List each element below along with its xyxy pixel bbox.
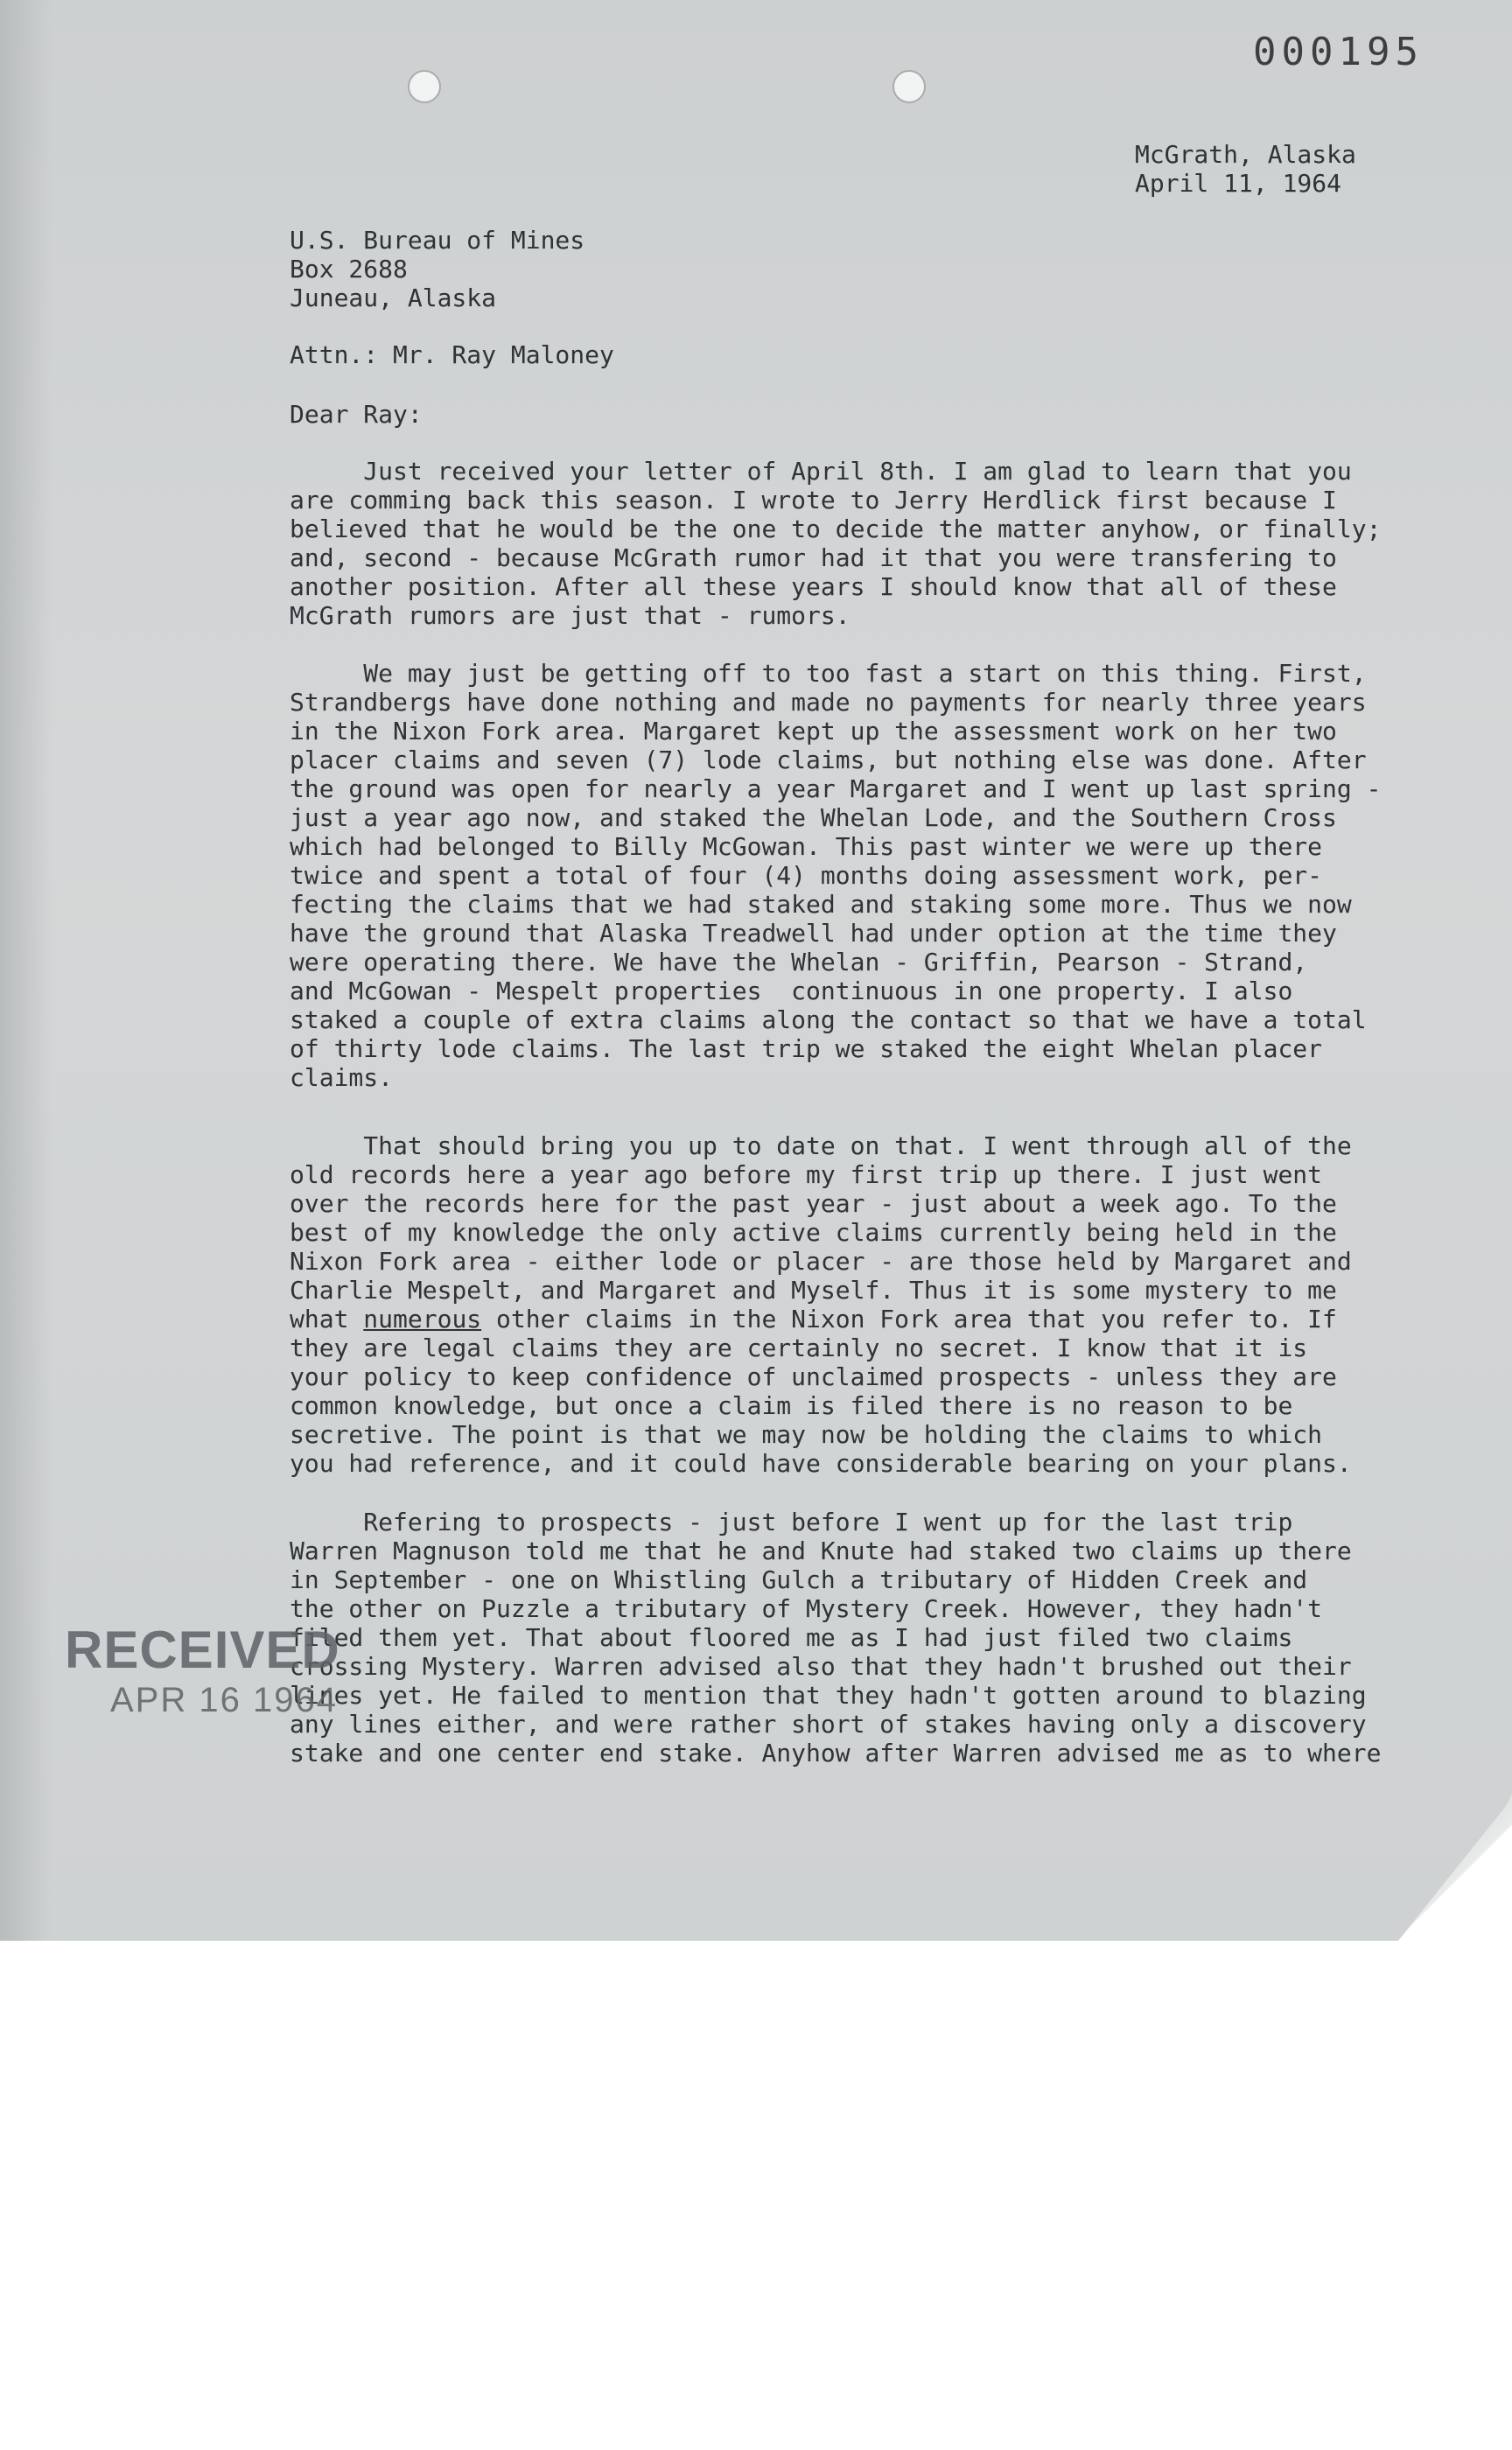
address-line: Box 2688 [290, 255, 408, 284]
text-line: are comming back this season. I wrote to Jerry Herdlick first because I [290, 486, 1337, 514]
text-line: Warren Magnuson told me that he and Knute had staked two claims up there [290, 1536, 1352, 1565]
text-line: placer claims and seven (7) lode claims, but nothing else was done. After [290, 746, 1367, 774]
recipient-address [290, 226, 584, 312]
text-line: lines yet. He failed to mention that they hadn't gotten around to blazing [290, 1681, 1367, 1710]
document-number: 000195 [1253, 30, 1424, 74]
received-stamp-label: RECEIVED [65, 1620, 340, 1679]
text-line: secretive. The point is that we may now be holding the claims to which [290, 1420, 1323, 1449]
dateline-place: McGrath, Alaska [1135, 140, 1356, 169]
text-line: just a year ago now, and staked the Whelan Lode, and the Southern Cross [290, 803, 1337, 832]
blank-margin [0, 1941, 1512, 2450]
text-line: best of my knowledge the only active claims currently being held in the [290, 1218, 1337, 1247]
text-line: filed them yet. That about floored me as I had just filed two claims [290, 1623, 1293, 1652]
text-line: Refering to prospects - just before I went up for the last trip [290, 1508, 1293, 1536]
address-line: U.S. Bureau of Mines [290, 226, 585, 255]
text-line: in the Nixon Fork area. Margaret kept up the assessment work on her two [290, 717, 1337, 746]
text-line: were operating there. We have the Whelan - Griffin, Pearson - Strand, [290, 948, 1308, 976]
text-line: believed that he would be the one to decide the matter anyhow, or finally; [290, 514, 1382, 543]
text-line: they are legal claims they are certainly no secret. I know that it is [290, 1334, 1308, 1362]
text-line: have the ground that Alaska Treadwell had under option at the time they [290, 919, 1337, 948]
text-line: any lines either, and were rather short of stakes having only a discovery [290, 1710, 1367, 1739]
attention-line: Attn.: Mr. Ray Maloney [290, 340, 614, 369]
text-line: of thirty lode claims. The last trip we staked the eight Whelan placer [290, 1034, 1323, 1063]
text-line: McGrath rumors are just that - rumors. [290, 601, 850, 630]
text-line: stake and one center end stake. Anyhow after Warren advised me as to where [290, 1739, 1382, 1768]
text-line: common knowledge, but once a claim is filed there is no reason to be [290, 1391, 1293, 1420]
text-line: old records here a year ago before my first trip up there. I just went [290, 1160, 1323, 1189]
text-line: your policy to keep confidence of unclaimed prospects - unless they are [290, 1362, 1337, 1391]
text-line: Nixon Fork area - either lode or placer - are those held by Margaret and [290, 1247, 1352, 1276]
text-line: fecting the claims that we had staked and staking some more. Thus we now [290, 890, 1352, 919]
paragraph-4 [290, 1508, 1382, 1768]
received-stamp [65, 1620, 340, 1720]
text-line: That should bring you up to date on that. I went through all of the [290, 1131, 1352, 1160]
text-line-underlined [290, 1305, 1375, 1334]
paragraph-1 [290, 457, 1382, 630]
text-line: We may just be getting off to too fast a start on this thing. First, [290, 659, 1367, 688]
text-line: Just received your letter of April 8th. I am glad to learn that you [290, 457, 1352, 486]
text-segment: other claims in the Nixon Fork area that you refer to. If [481, 1305, 1337, 1334]
text-line: staked a couple of extra claims along the contact so that we have a total [290, 1005, 1367, 1034]
page-edge-shadow [0, 0, 52, 1941]
paragraph-3 [290, 1131, 1375, 1478]
text-line: claims. [290, 1063, 394, 1092]
folded-corner [1398, 1794, 1512, 1941]
punch-hole [892, 70, 926, 103]
text-line: over the records here for the past year - just about a week ago. To the [290, 1189, 1337, 1218]
text-line: and McGowan - Mespelt properties continuous in one property. I also [290, 976, 1293, 1005]
received-stamp-date: APR 16 1964 [110, 1681, 338, 1719]
text-line: you had reference, and it could have considerable bearing on your plans. [290, 1449, 1352, 1478]
text-segment: what [290, 1305, 364, 1334]
text-line: which had belonged to Billy McGowan. This past winter we were up there [290, 832, 1323, 861]
underlined-word: numerous [363, 1305, 482, 1334]
text-line: Charlie Mespelt, and Margaret and Myself. Thus it is some mystery to me [290, 1276, 1337, 1305]
paragraph-2 [290, 659, 1382, 1092]
text-line: crossing Mystery. Warren advised also that they hadn't brushed out their [290, 1652, 1352, 1681]
dateline-date: April 11, 1964 [1135, 169, 1342, 198]
text-line: the other on Puzzle a tributary of Mystery Creek. However, they hadn't [290, 1594, 1323, 1623]
dateline [1135, 140, 1356, 198]
text-line: in September - one on Whistling Gulch a tributary of Hidden Creek and [290, 1565, 1308, 1594]
text-line: twice and spent a total of four (4) months doing assessment work, per- [290, 861, 1323, 890]
salutation: Dear Ray: [290, 400, 423, 429]
text-line: another position. After all these years I should know that all of these [290, 572, 1337, 601]
text-line: the ground was open for nearly a year Margaret and I went up last spring - [290, 774, 1382, 803]
address-line: Juneau, Alaska [290, 284, 497, 312]
text-line: Strandbergs have done nothing and made no payments for nearly three years [290, 688, 1367, 717]
text-line: and, second - because McGrath rumor had it that you were transfering to [290, 543, 1337, 572]
punch-hole [408, 70, 441, 103]
